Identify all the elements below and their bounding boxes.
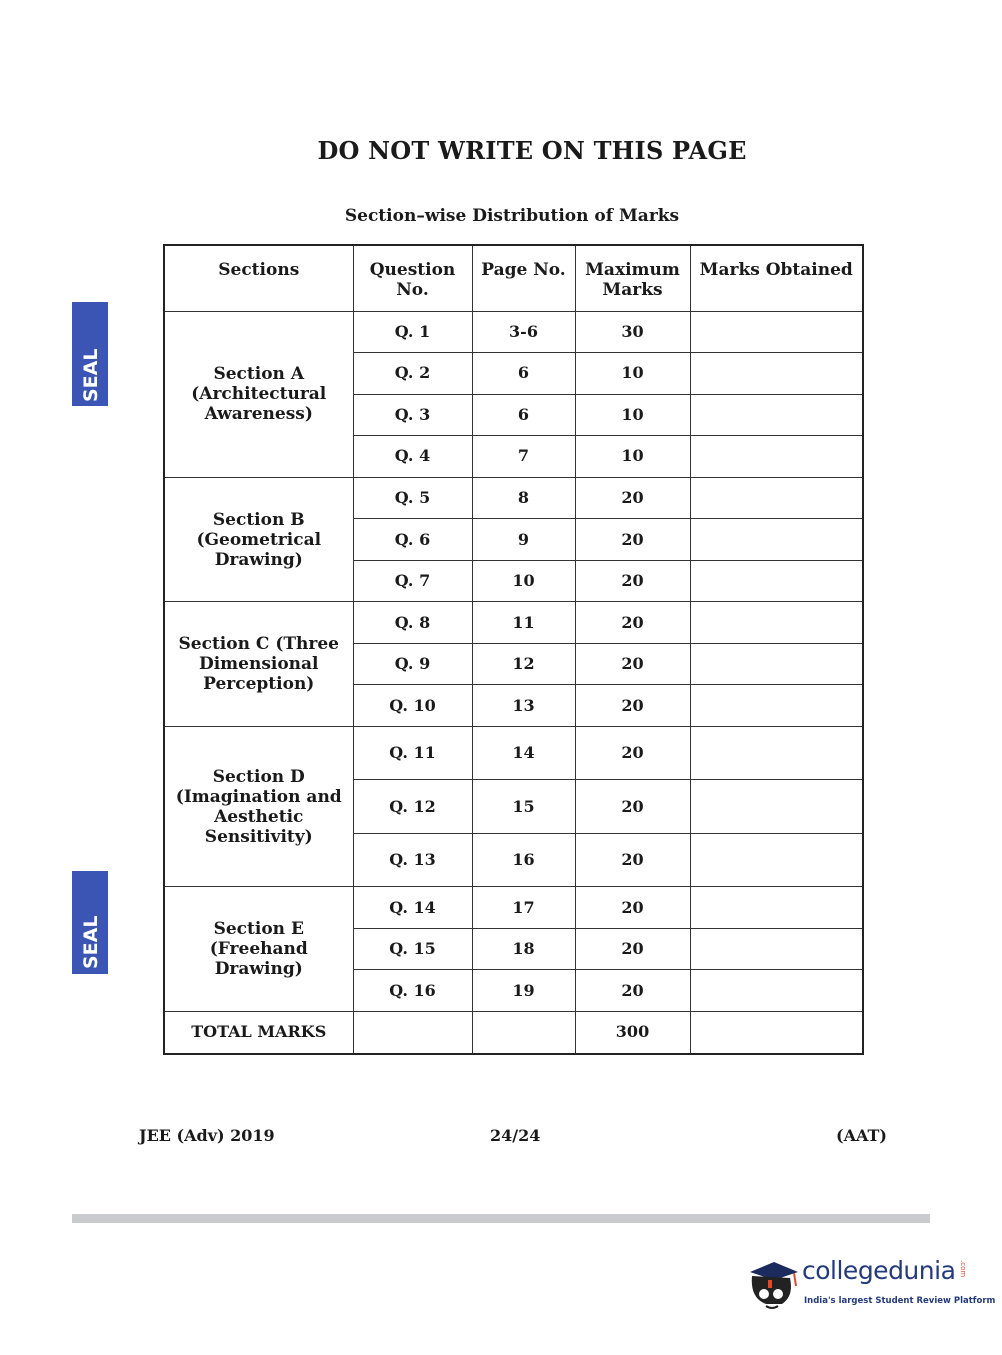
page-no: 19 xyxy=(472,970,575,1012)
page-no: 10 xyxy=(472,560,575,602)
page-title: DO NOT WRITE ON THIS PAGE xyxy=(317,136,747,165)
marks-obtained-cell xyxy=(690,928,863,970)
table-row xyxy=(164,887,863,929)
page-no: 12 xyxy=(472,643,575,685)
table-row xyxy=(164,726,863,779)
maximum-marks: 10 xyxy=(575,394,690,436)
total-question-cell xyxy=(353,1011,472,1054)
question-no: Q. 6 xyxy=(353,519,472,561)
marks-obtained-cell xyxy=(690,560,863,602)
marks-obtained-cell xyxy=(690,394,863,436)
question-no: Q. 11 xyxy=(353,726,472,779)
question-no: Q. 10 xyxy=(353,685,472,727)
maximum-marks: 20 xyxy=(575,887,690,929)
page-no: 17 xyxy=(472,887,575,929)
question-no: Q. 7 xyxy=(353,560,472,602)
marks-obtained-cell xyxy=(690,970,863,1012)
marks-obtained-cell xyxy=(690,887,863,929)
page-no: 14 xyxy=(472,726,575,779)
bottom-divider xyxy=(72,1214,930,1223)
logo-wordmark: collegedunia xyxy=(802,1256,956,1285)
marks-obtained-cell xyxy=(690,519,863,561)
maximum-marks: 20 xyxy=(575,602,690,644)
mascot-icon xyxy=(744,1250,802,1310)
page-no: 6 xyxy=(472,394,575,436)
section-name-a: Section A (Architectural Awareness) xyxy=(164,311,353,477)
maximum-marks: 20 xyxy=(575,477,690,519)
maximum-marks: 20 xyxy=(575,685,690,727)
total-row xyxy=(164,1011,863,1054)
maximum-marks: 20 xyxy=(575,833,690,886)
question-no: Q. 4 xyxy=(353,436,472,478)
logo-suffix: .com xyxy=(959,1260,967,1278)
total-maximum-marks: 300 xyxy=(575,1011,690,1054)
marks-distribution-table xyxy=(163,244,864,1055)
table-row xyxy=(164,311,863,353)
page-no: 3-6 xyxy=(472,311,575,353)
question-no: Q. 1 xyxy=(353,311,472,353)
marks-obtained-cell xyxy=(690,726,863,779)
page-no: 6 xyxy=(472,353,575,395)
page-no: 7 xyxy=(472,436,575,478)
logo-tagline: India's largest Student Review Platform xyxy=(804,1296,996,1306)
seal-tab-upper xyxy=(72,302,108,406)
question-no: Q. 5 xyxy=(353,477,472,519)
maximum-marks: 20 xyxy=(575,970,690,1012)
marks-obtained-cell xyxy=(690,311,863,353)
section-name-b: Section B (Geometrical Drawing) xyxy=(164,477,353,602)
maximum-marks: 20 xyxy=(575,780,690,833)
header-question-no: Question No. xyxy=(353,245,472,311)
question-no: Q. 12 xyxy=(353,780,472,833)
seal-label: SEAL xyxy=(80,915,102,969)
maximum-marks: 10 xyxy=(575,436,690,478)
question-no: Q. 14 xyxy=(353,887,472,929)
maximum-marks: 20 xyxy=(575,643,690,685)
maximum-marks: 20 xyxy=(575,726,690,779)
maximum-marks: 10 xyxy=(575,353,690,395)
footer-page-number: 24/24 xyxy=(490,1126,541,1145)
question-no: Q. 15 xyxy=(353,928,472,970)
seal-tab-lower xyxy=(72,871,108,974)
total-page-cell xyxy=(472,1011,575,1054)
section-name-e: Section E (Freehand Drawing) xyxy=(164,887,353,1012)
question-no: Q. 9 xyxy=(353,643,472,685)
question-no: Q. 8 xyxy=(353,602,472,644)
page-no: 15 xyxy=(472,780,575,833)
total-label: TOTAL MARKS xyxy=(164,1011,353,1054)
marks-obtained-cell xyxy=(690,833,863,886)
page-no: 8 xyxy=(472,477,575,519)
question-no: Q. 2 xyxy=(353,353,472,395)
page-no: 9 xyxy=(472,519,575,561)
marks-obtained-cell xyxy=(690,602,863,644)
page-no: 18 xyxy=(472,928,575,970)
marks-obtained-cell xyxy=(690,780,863,833)
question-no: Q. 3 xyxy=(353,394,472,436)
maximum-marks: 20 xyxy=(575,928,690,970)
header-row xyxy=(164,245,863,311)
marks-obtained-cell xyxy=(690,353,863,395)
section-name-d: Section D (Imagination and Aesthetic Sensitivity) xyxy=(164,726,353,886)
seal-label: SEAL xyxy=(80,348,102,402)
marks-obtained-cell xyxy=(690,436,863,478)
section-name-c: Section C (Three Dimensional Perception) xyxy=(164,602,353,727)
total-marks-obtained-cell xyxy=(690,1011,863,1054)
footer-paper-code: (AAT) xyxy=(836,1126,887,1145)
table-caption: Section–wise Distribution of Marks xyxy=(344,206,680,226)
page-no: 11 xyxy=(472,602,575,644)
maximum-marks: 30 xyxy=(575,311,690,353)
page-no: 13 xyxy=(472,685,575,727)
table-row xyxy=(164,477,863,519)
maximum-marks: 20 xyxy=(575,519,690,561)
header-sections: Sections xyxy=(164,245,353,311)
header-marks-obtained: Marks Obtained xyxy=(690,245,863,311)
marks-obtained-cell xyxy=(690,477,863,519)
question-no: Q. 16 xyxy=(353,970,472,1012)
question-no: Q. 13 xyxy=(353,833,472,886)
maximum-marks: 20 xyxy=(575,560,690,602)
page-no: 16 xyxy=(472,833,575,886)
marks-obtained-cell xyxy=(690,643,863,685)
table-row xyxy=(164,602,863,644)
marks-obtained-cell xyxy=(690,685,863,727)
collegedunia-logo[interactable] xyxy=(744,1250,996,1320)
header-page-no: Page No. xyxy=(472,245,575,311)
header-maximum-marks: Maximum Marks xyxy=(575,245,690,311)
footer-exam-name: JEE (Adv) 2019 xyxy=(139,1126,275,1145)
